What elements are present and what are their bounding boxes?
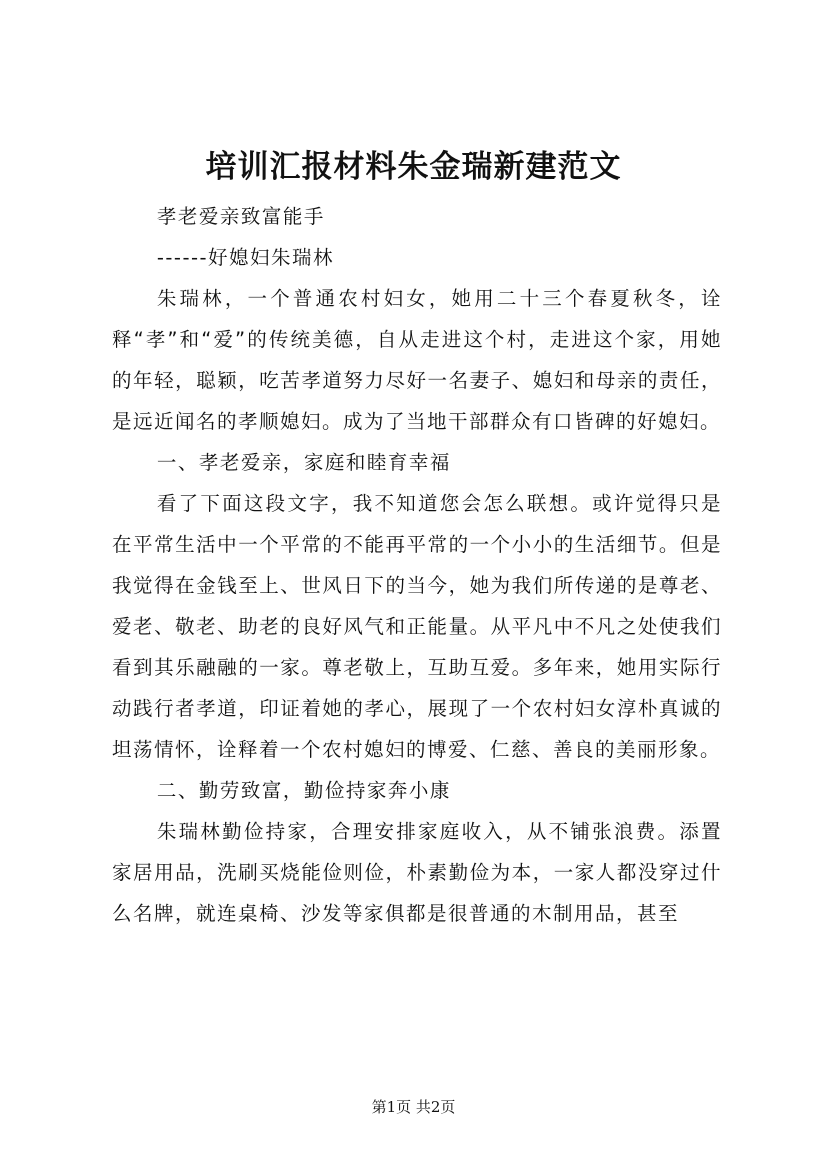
section-heading-2: 二、勤劳致富，勤俭持家奔小康	[156, 779, 451, 802]
subtitle: 孝老爱亲致富能手	[156, 205, 325, 228]
section-heading-1: 一、孝老爱亲，家庭和睦育幸福	[156, 451, 451, 474]
paragraph-section-2: 朱瑞林勤俭持家，合理安排家庭收入，从不铺张浪费。添置家居用品，洗刷买烧能俭则俭，朴素勤俭为本，一家人都没穿过什么名牌，就连桌椅、沙发等家俱都是很普通的木制用品，甚至	[112, 820, 722, 925]
paragraph-intro: 朱瑞林，一个普通农村妇女，她用二十三个春夏秋冬，诠释“孝”和“爱”的传统美德，自从走进这个村，走进这个家，用她的年轻，聪颖，吃苦孝道努力尽好一名妻子、媳妇和母亲的责任，是远近闻名的孝顺媳妇。成为了当地干部群众有口皆碑的好媳妇。	[112, 287, 722, 433]
document-body	[112, 196, 722, 934]
paragraph-section-1: 看了下面这段文字，我不知道您会怎么联想。或许觉得只是在平常生活中一个平常的不能再平常的一个小小的生活细节。但是我觉得在金钱至上、世风日下的当今，她为我们所传递的是尊老、爱老、敬老、助老的良好风气和正能量。从平凡中不凡之处使我们看到其乐融融的一家。尊老敬上，互助互爱。多年来，她用实际行动践行者孝道，印证着她的孝心，展现了一个农村妇女淳朴真诚的坦荡情怀，诠释着一个农村媳妇的博爱、仁慈、善良的美丽形象。	[112, 492, 722, 761]
document-title: 培训汇报材料朱金瑞新建范文	[205, 149, 622, 185]
byline: ------好媳妇朱瑞林	[156, 246, 335, 269]
page-number-footer: 第1页 共2页	[371, 1098, 456, 1116]
